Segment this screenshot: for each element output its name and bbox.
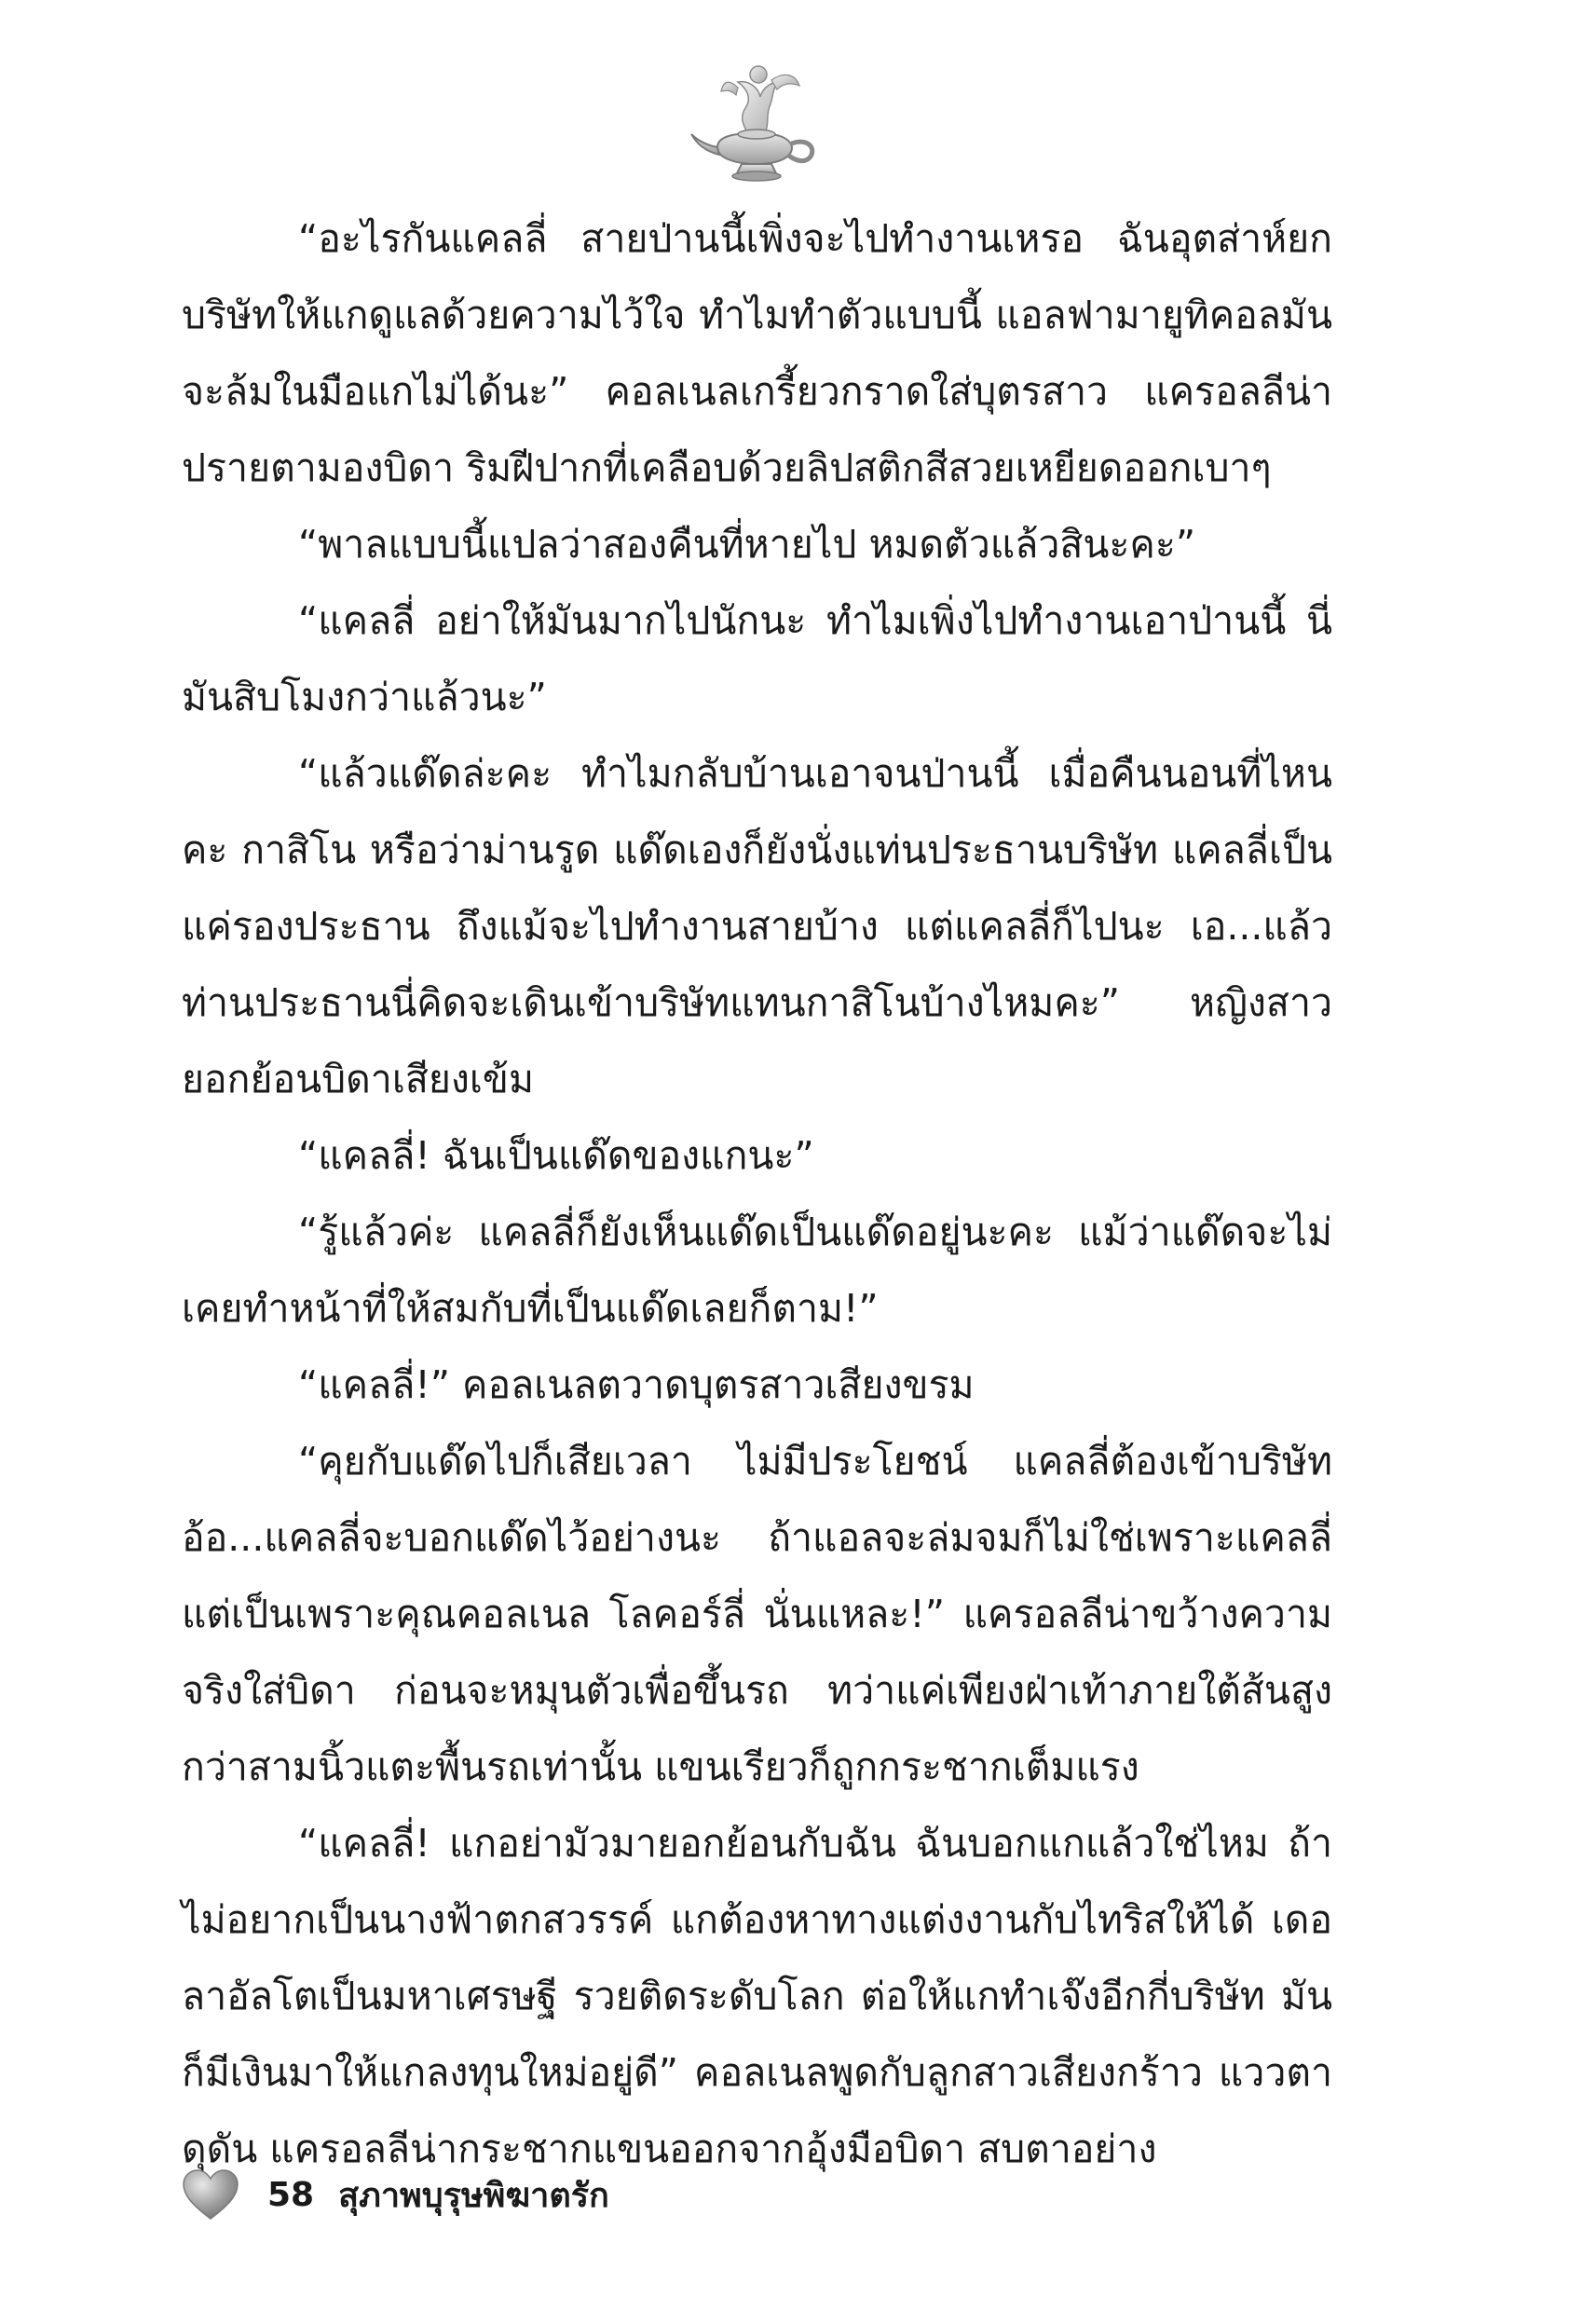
paragraph: “แคลลี่! แกอย่ามัวมายอกย้อนกับฉัน ฉันบอกแกแล้วใช่ไหม ถ้าไม่อยากเป็นนางฟ้าตกสวรรค์ แกต้องหาทางแต่งงานกับไทริสให้ได้ เดอลาอัลโตเป็นมหาเศรษฐี รวยติดระดับโลก ต่อให้แกทำเจ๊งอีกกี่บริษัท มันก็มีเงินมาให้แกลงทุนใหม่อยู่ดี” คอลเนลพูดกับลูกสาวเสียงกร้าว แววตาดุดัน แครอลลีน่ากระชากแขนออกจากอุ้งมือบิดา สบตาอย่าง: [182, 1821, 1332, 2171]
book-title: สุภาพบุรุษพิฆาตรัก: [338, 2176, 609, 2215]
paragraph: “แคลลี่!” คอลเนลตวาดบุตรสาวเสียงขรม: [298, 1362, 975, 1407]
paragraph: “อะไรกันแคลลี่ สายป่านนี้เพิ่งจะไปทำงานเหรอ ฉันอุตส่าห์ยกบริษัทให้แกดูแลด้วยความไว้ใจ ทำไมทำตัวแบบนี้ แอลฟามายูทิคอลมันจะล้มในมือแกไม่ได้นะ” คอลเนลเกรี้ยวกราดใส่บุตรสาว แครอลลีน่าปรายตามองบิดา ริมฝีปากที่เคลือบด้วยลิปสติกสีสวยเหยียดออกเบาๆ: [182, 216, 1332, 490]
paragraph: “รู้แล้วค่ะ แคลลี่ก็ยังเห็นแด๊ดเป็นแด๊ดอยู่นะคะ แม้ว่าแด๊ดจะไม่เคยทำหน้าที่ให้สมกับที่เป็นแด๊ดเลยก็ตาม!”: [182, 1210, 1332, 1331]
page-number: 58: [267, 2175, 315, 2214]
paragraph: “คุยกับแด๊ดไปก็เสียเวลา ไม่มีประโยชน์ แคลลี่ต้องเข้าบริษัท อ้อ...แคลลี่จะบอกแด๊ดไว้อย่างนะ ถ้าแอลจะล่มจมก็ไม่ใช่เพราะแคลลี่ แต่เป็นเพราะคุณคอลเนล โลคอร์ลี่ นั่นแหละ!” แครอลลีน่าขว้างความจริงใส่บิดา ก่อนจะหมุนตัวเพื่อขึ้นรถ ทว่าแค่เพียงฝ่าเท้าภายใต้ส้นสูงกว่าสามนิ้วแตะพื้นรถเท่านั้น แขนเรียวก็ถูกกระชากเต็มแรง: [182, 1439, 1332, 1789]
paragraph: “แล้วแด๊ดล่ะคะ ทำไมกลับบ้านเอาจนป่านนี้ เมื่อคืนนอนที่ไหนคะ กาสิโน หรือว่าม่านรูด แด๊ดเองก็ยังนั่งแท่นประธานบริษัท แคลลี่เป็นแค่รองประธาน ถึงแม้จะไปทำงานสายบ้าง แต่แคลลี่ก็ไปนะ เอ...แล้วท่านประธานนี่คิดจะเดินเข้าบริษัทแทนกาสิโนบ้างไหมคะ” หญิงสาวยอกย้อนบิดาเสียงเข้ม: [182, 751, 1332, 1101]
paragraph: “แคลลี่! ฉันเป็นแด๊ดของแกนะ”: [298, 1133, 814, 1178]
story-text: [182, 200, 1332, 2187]
page-footer: [182, 2157, 609, 2232]
heart-icon: [182, 2168, 239, 2221]
paragraph: “แคลลี่ อย่าให้มันมากไปนักนะ ทำไมเพิ่งไปทำงานเอาป่านนี้ นี่มันสิบโมงกว่าแล้วนะ”: [182, 598, 1332, 719]
paragraph: “พาลแบบนี้แปลว่าสองคืนที่หายไป หมดตัวแล้วสินะคะ”: [298, 522, 1196, 567]
magic-lamp-genie-icon: [680, 54, 829, 194]
